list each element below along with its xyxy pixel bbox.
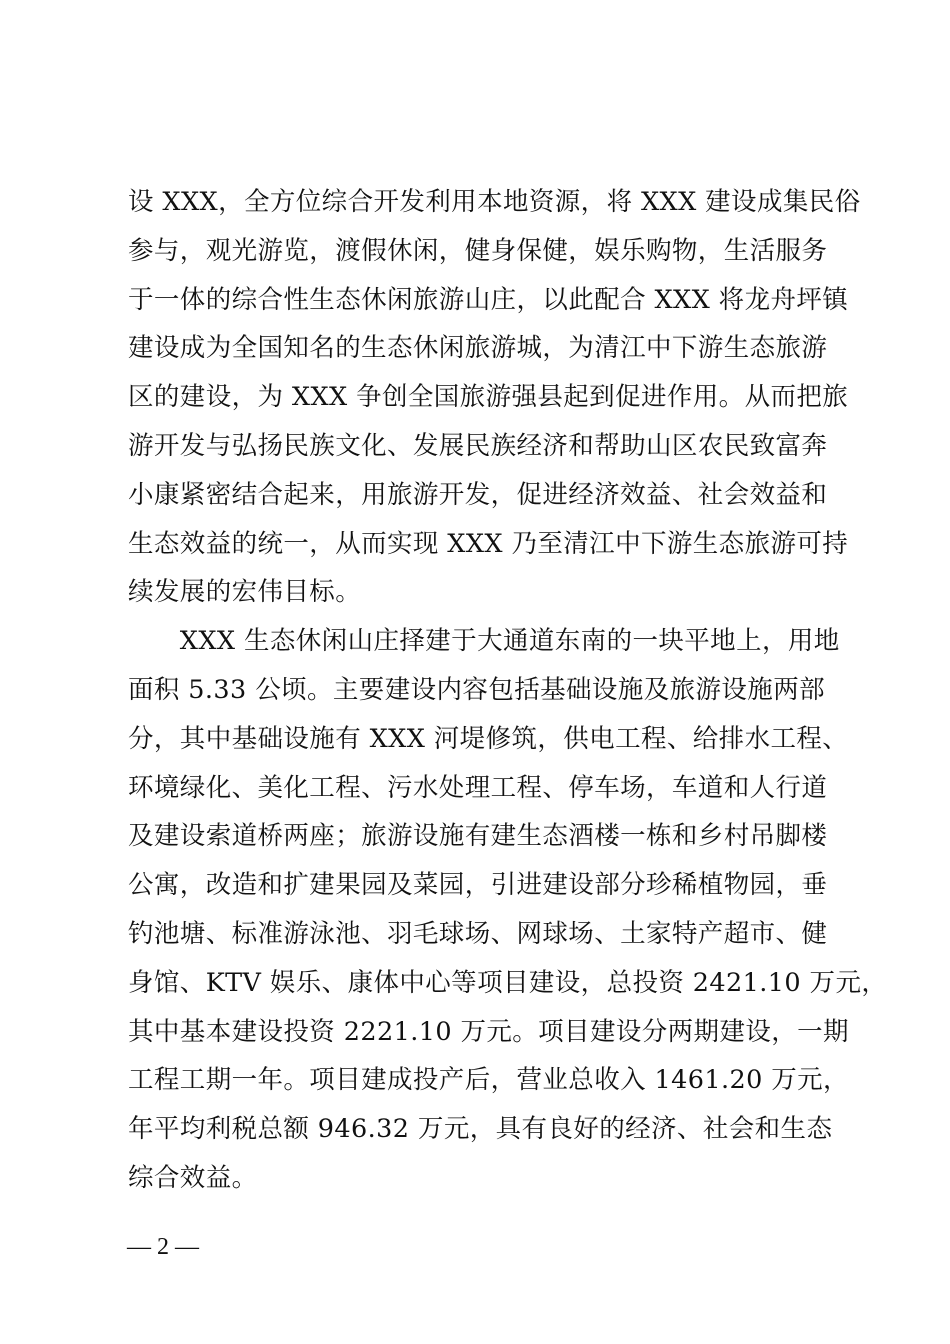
text-line: 建设成为全国知名的生态休闲旅游城，为清江中下游生态旅游	[128, 333, 828, 364]
page-number: — 2 —	[127, 1234, 199, 1260]
text-line: 公寓，改造和扩建果园及菜园，引进建设部分珍稀植物园，垂	[128, 870, 828, 901]
text-line: 分，其中基础设施有 XXX 河堤修筑，供电工程、给排水工程、	[128, 723, 849, 754]
text-line: 于一体的综合性生态休闲旅游山庄，以此配合 XXX 将龙舟坪镇	[128, 284, 849, 315]
text-line: 身馆、KTV 娱乐、康体中心等项目建设，总投资 2421.10 万元，	[128, 967, 888, 998]
text-line: 钓池塘、标准游泳池、羽毛球场、网球场、土家特产超市、健	[128, 918, 828, 949]
text-line: 及建设索道桥两座；旅游设施有建生态酒楼一栋和乡村吊脚楼	[128, 821, 828, 852]
paragraph-2	[128, 617, 888, 1203]
text-line: 游开发与弘扬民族文化、发展民族经济和帮助山区农民致富奔	[128, 430, 828, 461]
text-line: 续发展的宏伟目标。	[128, 577, 362, 608]
text-line: 其中基本建设投资 2221.10 万元。项目建设分两期建设，一期	[128, 1016, 849, 1047]
text-line: 综合效益。	[128, 1162, 258, 1193]
text-line: 生态效益的统一，从而实现 XXX 乃至清江中下游生态旅游可持	[128, 528, 849, 559]
paragraph-1	[128, 178, 861, 617]
text-line: 年平均利税总额 946.32 万元，具有良好的经济、社会和生态	[128, 1114, 833, 1145]
text-line: 小康紧密结合起来，用旅游开发，促进经济效益、社会效益和	[128, 479, 828, 510]
text-line: 工程工期一年。项目建成投产后，营业总收入 1461.20 万元，	[128, 1065, 849, 1096]
text-line: XXX 生态休闲山庄择建于大通道东南的一块平地上，用地	[128, 626, 840, 657]
text-line: 区的建设，为 XXX 争创全国旅游强县起到促进作用。从而把旅	[128, 382, 849, 413]
body-text	[128, 178, 888, 1203]
text-line: 面积 5.33 公顷。主要建设内容包括基础设施及旅游设施两部	[128, 674, 825, 705]
text-line: 参与，观光游览，渡假休闲，健身保健，娱乐购物，生活服务	[128, 235, 828, 266]
text-line: 设 XXX，全方位综合开发利用本地资源，将 XXX 建设成集民俗	[128, 187, 861, 217]
text-line: 环境绿化、美化工程、污水处理工程、停车场，车道和人行道	[128, 772, 828, 803]
